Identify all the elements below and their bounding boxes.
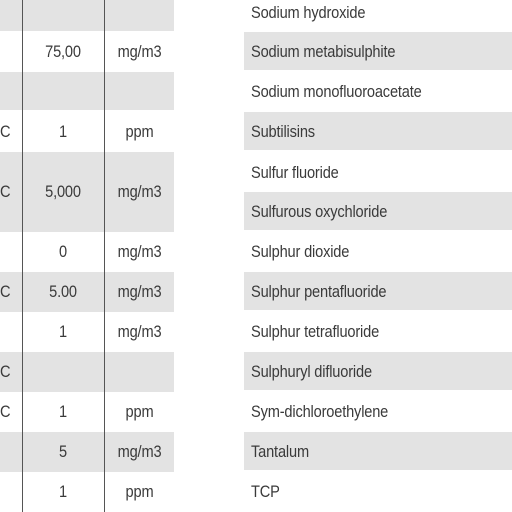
unit-cell: mg/m3: [117, 442, 162, 461]
class-cell: C: [0, 402, 11, 421]
value-cell: 5.00: [49, 282, 77, 301]
list-item: Subtilisins: [251, 122, 315, 141]
class-cell: C: [0, 122, 11, 141]
list-item: Sulfurous oxychloride: [251, 202, 388, 221]
list-item: TCP: [251, 482, 280, 501]
class-cell: C: [0, 182, 11, 201]
column-divider: [104, 0, 105, 512]
unit-cell: mg/m3: [117, 282, 162, 301]
list-item: Sulfur fluoride: [251, 163, 339, 182]
band: [0, 352, 174, 392]
value-cell: 75,00: [45, 42, 81, 61]
list-item: Sulphur dioxide: [251, 242, 350, 261]
list-item: Sulphuryl difluoride: [251, 362, 372, 381]
value-cell: 1: [59, 322, 67, 341]
list-item: Sodium monofluoroacetate: [251, 82, 422, 101]
unit-cell: mg/m3: [117, 242, 162, 261]
band: [0, 72, 174, 110]
value-cell: 0: [59, 242, 67, 261]
value-cell: 5: [59, 442, 67, 461]
value-cell: 1: [59, 402, 67, 421]
column-divider: [22, 0, 23, 512]
unit-cell: mg/m3: [117, 322, 162, 341]
unit-cell: mg/m3: [117, 182, 162, 201]
list-item: Sulphur pentafluoride: [251, 282, 387, 301]
list-item: Sulphur tetrafluoride: [251, 322, 380, 341]
list-item: Sym-dichloroethylene: [251, 402, 389, 421]
value-cell: 1: [59, 122, 67, 141]
value-cell: 5,000: [45, 182, 81, 201]
class-cell: C: [0, 362, 11, 381]
unit-cell: ppm: [125, 122, 154, 141]
unit-cell: ppm: [125, 482, 154, 501]
list-item: Sodium metabisulphite: [251, 42, 396, 61]
list-item: Sodium hydroxide: [251, 3, 366, 22]
list-item: Tantalum: [251, 442, 309, 461]
band: [0, 0, 174, 31]
unit-cell: mg/m3: [117, 42, 162, 61]
class-cell: C: [0, 282, 11, 301]
unit-cell: ppm: [125, 402, 154, 421]
value-cell: 1: [59, 482, 67, 501]
